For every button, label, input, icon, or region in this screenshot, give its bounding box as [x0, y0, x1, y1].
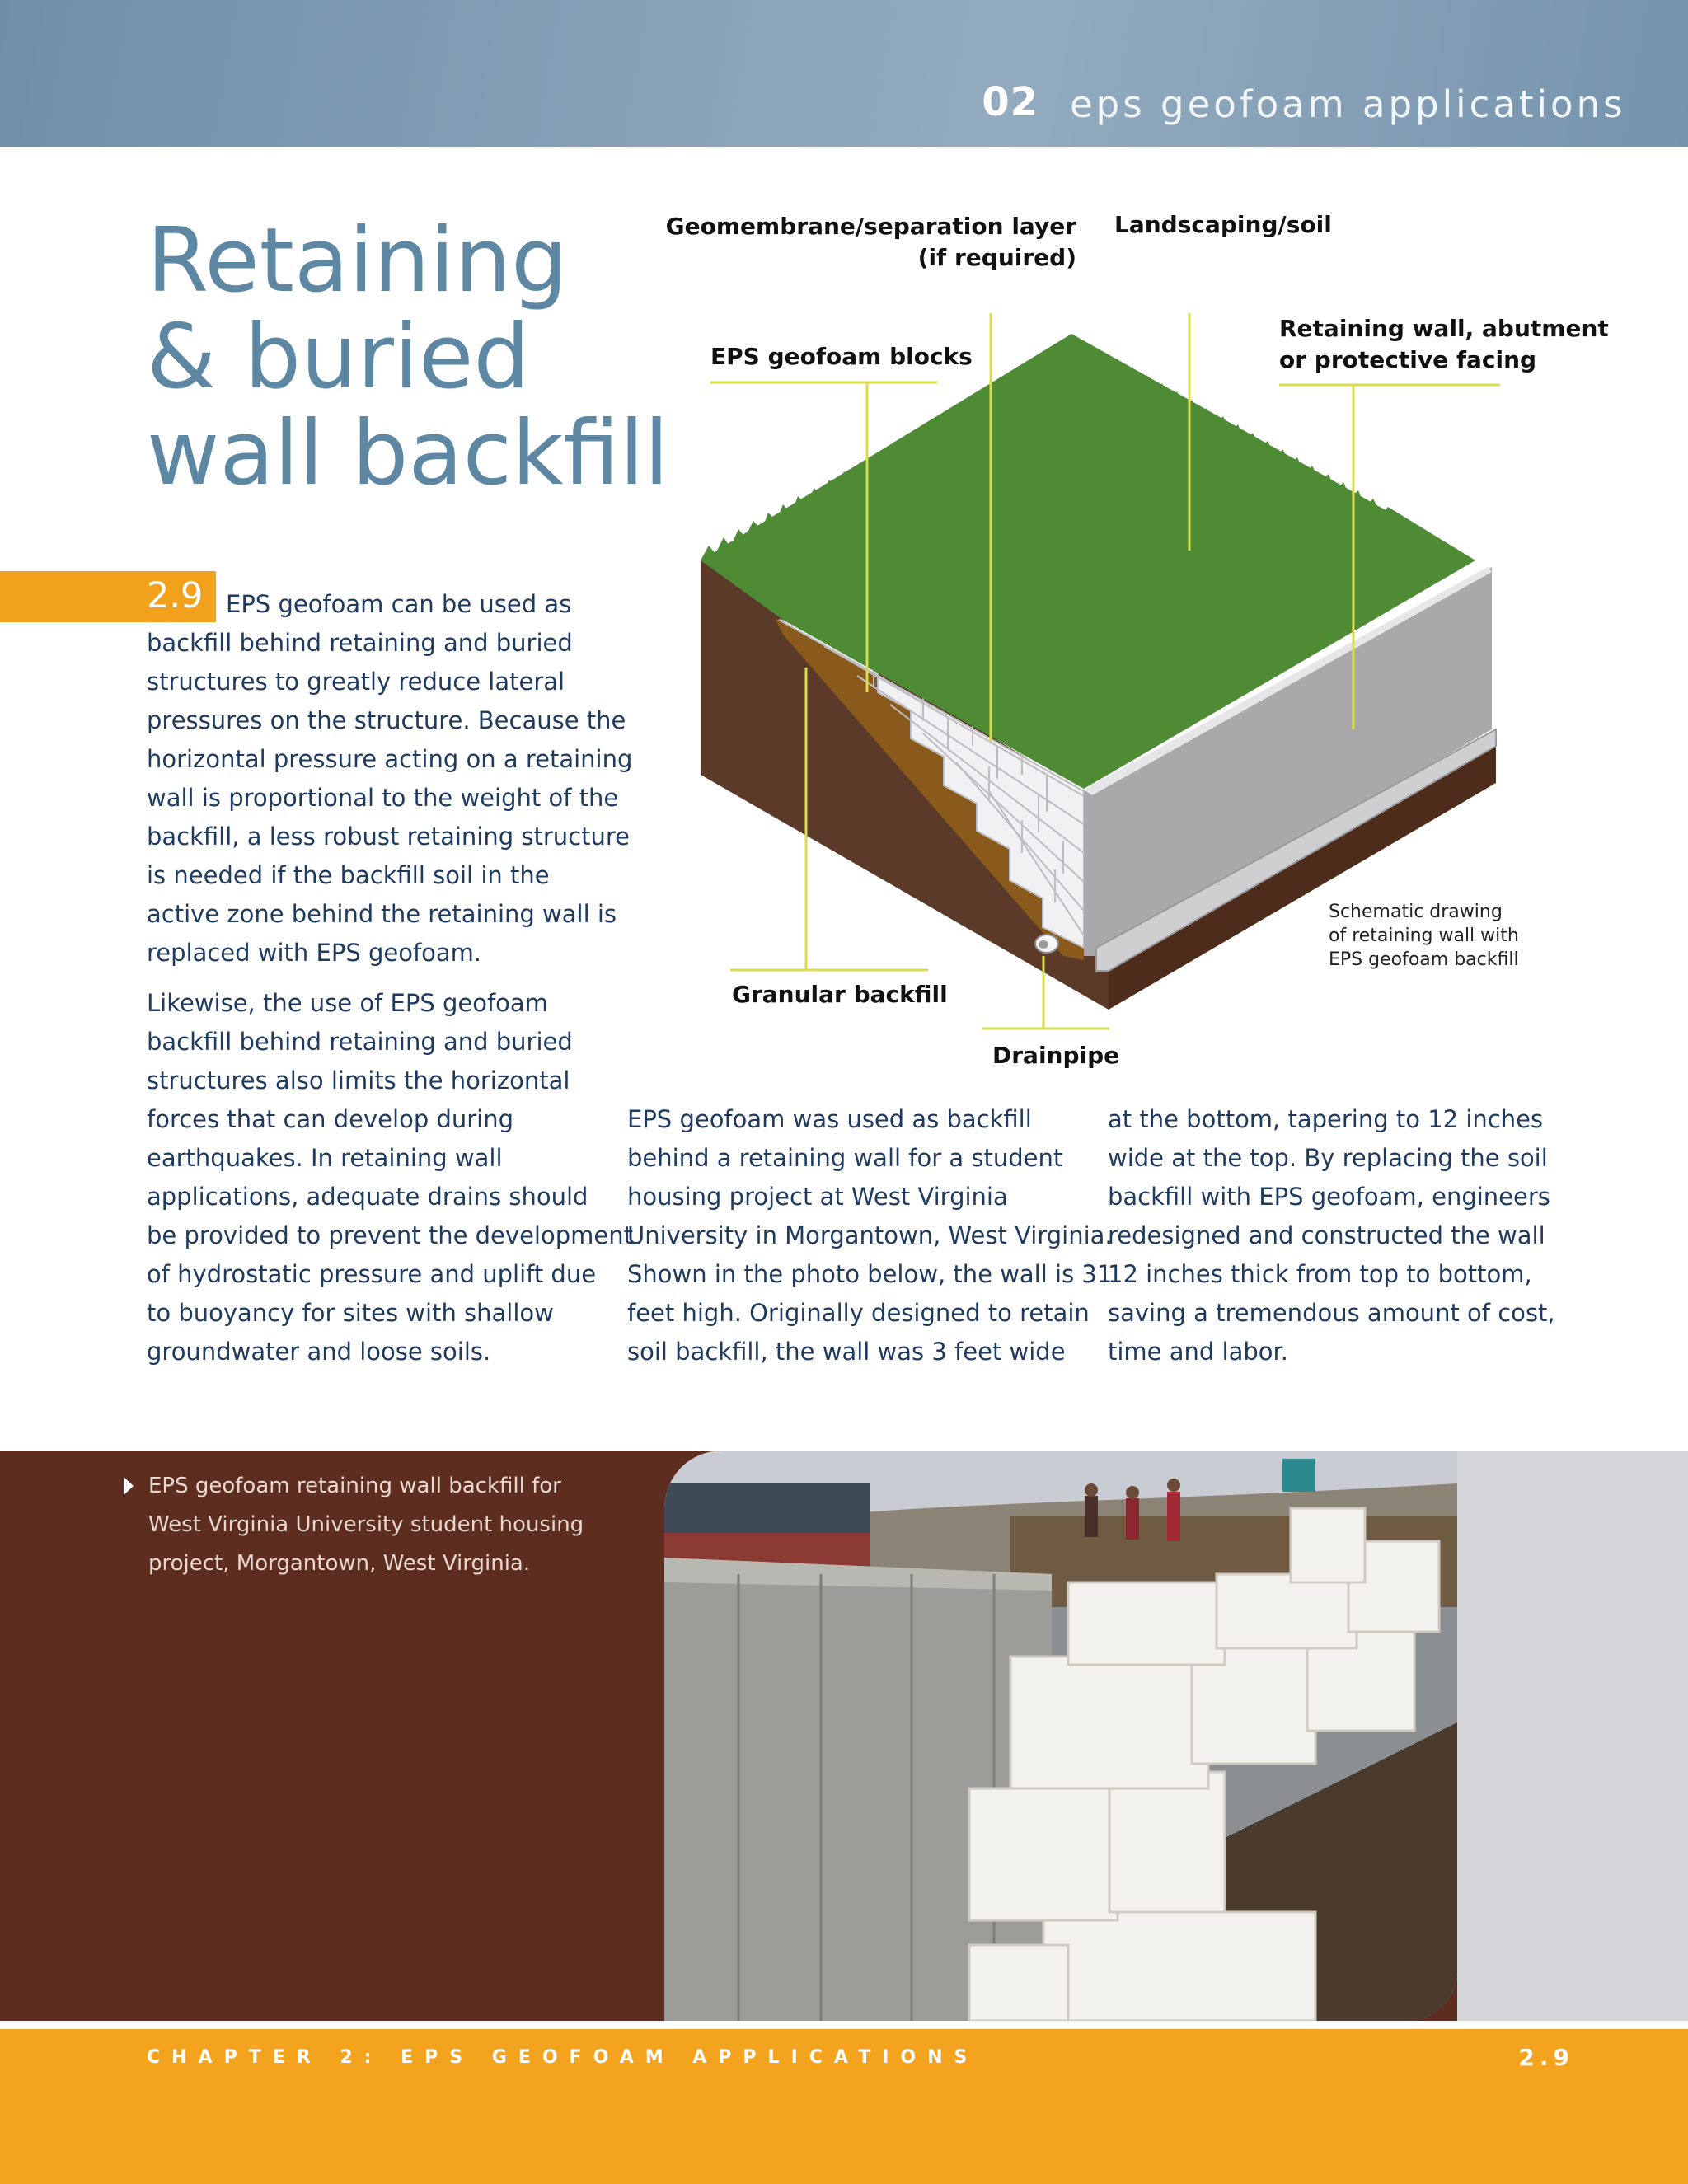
text-line: redesigned and constructed the wall — [1108, 1221, 1545, 1249]
page-title — [147, 209, 724, 505]
text-line: backfill, a less robust retaining structure — [147, 823, 630, 851]
text-line: be provided to prevent the development — [147, 1221, 633, 1249]
text-line: saving a tremendous amount of cost, — [1108, 1299, 1555, 1327]
construction-photo — [664, 1451, 1457, 2021]
text-line: wide at the top. By replacing the soil — [1108, 1144, 1548, 1172]
text-line: Shown in the photo below, the wall is 31 — [627, 1260, 1113, 1288]
text-line: feet high. Originally designed to retain — [627, 1299, 1090, 1327]
label-geomembrane — [666, 211, 1076, 274]
text-line: at the bottom, tapering to 12 inches — [1108, 1105, 1544, 1133]
intro-paragraph-2 — [147, 984, 633, 1371]
label-line: Geomembrane/separation layer — [665, 213, 1076, 240]
drainpipe-opening — [1039, 940, 1048, 949]
label-retaining-wall — [1279, 313, 1609, 376]
text-line: University in Morgantown, West Virginia. — [627, 1221, 1113, 1249]
label-line: (if required) — [917, 244, 1076, 271]
text-line: groundwater and loose soils. — [147, 1338, 491, 1366]
text-line: replaced with EPS geofoam. — [147, 939, 482, 967]
text-line: earthquakes. In retaining wall — [147, 1144, 503, 1172]
text-line: housing project at West Virginia — [627, 1183, 1008, 1211]
label-line: or protective facing — [1279, 346, 1537, 373]
footer-chapter-title: CHAPTER 2: EPS GEOFOAM APPLICATIONS — [147, 2047, 979, 2068]
text-line: wall is proportional to the weight of the — [147, 784, 619, 812]
label-landscaping: Landscaping/soil — [1114, 211, 1332, 238]
title-line: Retaining — [147, 209, 568, 312]
intro-paragraph-1 — [147, 585, 633, 972]
text-line: backfill with EPS geofoam, engineers — [1108, 1183, 1550, 1211]
text-line: soil backfill, the wall was 3 feet wide — [627, 1338, 1066, 1366]
title-line: & buried — [147, 306, 530, 409]
text-line: applications, adequate drains should — [147, 1183, 588, 1211]
caption-line: Schematic drawing — [1329, 902, 1503, 922]
text-line: structures also limits the horizontal — [147, 1066, 570, 1094]
caption-line: EPS geofoam retaining wall backfill for — [148, 1474, 561, 1498]
photo-caption — [148, 1467, 584, 1583]
label-drainpipe: Drainpipe — [992, 1042, 1120, 1069]
chapter-number: 02 — [982, 79, 1039, 125]
photo-gray-margin — [1457, 1451, 1688, 2021]
caption-line: West Virginia University student housing — [148, 1512, 584, 1537]
text-line: backfill behind retaining and buried — [147, 1028, 573, 1056]
label-eps-blocks: EPS geofoam blocks — [710, 343, 973, 370]
label-line: Retaining wall, abutment — [1279, 315, 1609, 342]
section-number: 2.9 — [147, 575, 204, 616]
chapter-title: eps geofoam applications — [1070, 82, 1626, 126]
title-line: wall backfill — [147, 402, 669, 505]
text-line: behind a retaining wall for a student — [627, 1144, 1063, 1172]
text-line: is needed if the backfill soil in the — [147, 861, 550, 889]
text-line: active zone behind the retaining wall is — [147, 900, 617, 928]
text-line: EPS geofoam can be used as — [226, 590, 572, 618]
text-line: time and labor. — [1108, 1338, 1288, 1366]
caption-line: of retaining wall with — [1329, 926, 1519, 946]
case-study-column-2 — [1108, 1100, 1569, 1371]
text-line: to buoyancy for sites with shallow — [147, 1299, 554, 1327]
case-study-column-1 — [627, 1100, 1113, 1371]
text-line: 12 inches thick from top to bottom, — [1108, 1260, 1532, 1288]
text-line: pressures on the structure. Because the — [147, 706, 626, 734]
text-line: forces that can develop during — [147, 1105, 514, 1133]
footer-page-number: 2.9 — [1518, 2044, 1574, 2071]
text-line: horizontal pressure acting on a retaining — [147, 745, 633, 773]
text-line: of hydrostatic pressure and uplift due — [147, 1260, 597, 1288]
text-line: structures to greatly reduce lateral — [147, 668, 565, 696]
text-line: backfill behind retaining and buried — [147, 629, 573, 657]
caption-line: EPS geofoam backfill — [1329, 949, 1519, 970]
text-line: EPS geofoam was used as backfill — [627, 1105, 1032, 1133]
caption-arrow-icon — [124, 1477, 134, 1495]
excavator — [1282, 1459, 1315, 1492]
label-granular-backfill: Granular backfill — [732, 981, 948, 1008]
photo-illustration — [664, 1451, 1457, 2021]
footer-separator — [0, 2021, 1688, 2029]
diagram-caption — [1329, 900, 1519, 972]
text-line: Likewise, the use of EPS geofoam — [147, 989, 548, 1017]
caption-line: project, Morgantown, West Virginia. — [148, 1551, 531, 1576]
